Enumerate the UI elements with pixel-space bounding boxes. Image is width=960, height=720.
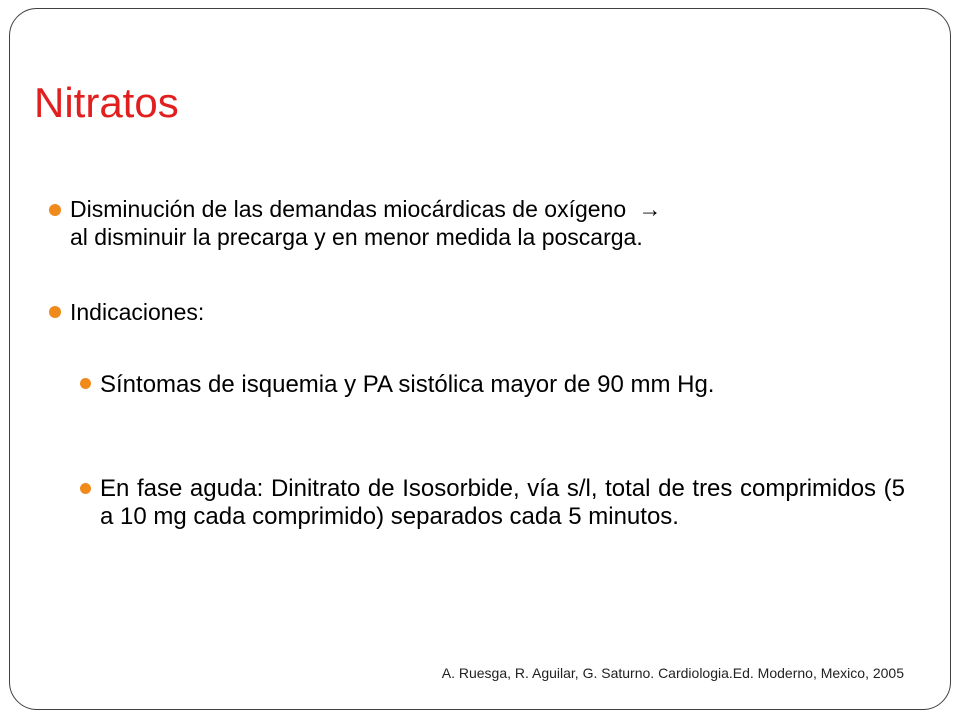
sub-bullet-dot-icon xyxy=(80,483,91,494)
bullet-text: Disminución de las demandas miocárdicas de oxígeno xyxy=(70,196,627,222)
bullet-item xyxy=(70,298,910,326)
bullet-dot-icon xyxy=(49,306,61,318)
arrow-right-icon: → xyxy=(638,196,662,222)
sub-bullet-dot-icon xyxy=(80,378,91,389)
bullet-text-continued: al disminuir la precarga y en menor medida la poscarga. xyxy=(70,224,643,250)
sub-bullet-item xyxy=(100,475,905,531)
bullet-text: Indicaciones: xyxy=(70,299,205,325)
bullet-dot-icon xyxy=(49,204,61,216)
bullet-item xyxy=(70,195,910,251)
citation: A. Ruesga, R. Aguilar, G. Saturno. Cardiologia.Ed. Moderno, Mexico, 2005 xyxy=(441,665,904,681)
slide-title: Nitratos xyxy=(34,79,179,126)
sub-bullet-text: Síntomas de isquemia y PA sistólica mayor de 90 mm Hg. xyxy=(100,371,715,398)
sub-bullet-item xyxy=(100,371,905,399)
sub-bullet-text: En fase aguda: Dinitrato de Isosorbide, vía s/l, total de tres comprimidos (5 a 10 mg cada comprimido) separados cada 5 minutos. xyxy=(100,475,905,530)
